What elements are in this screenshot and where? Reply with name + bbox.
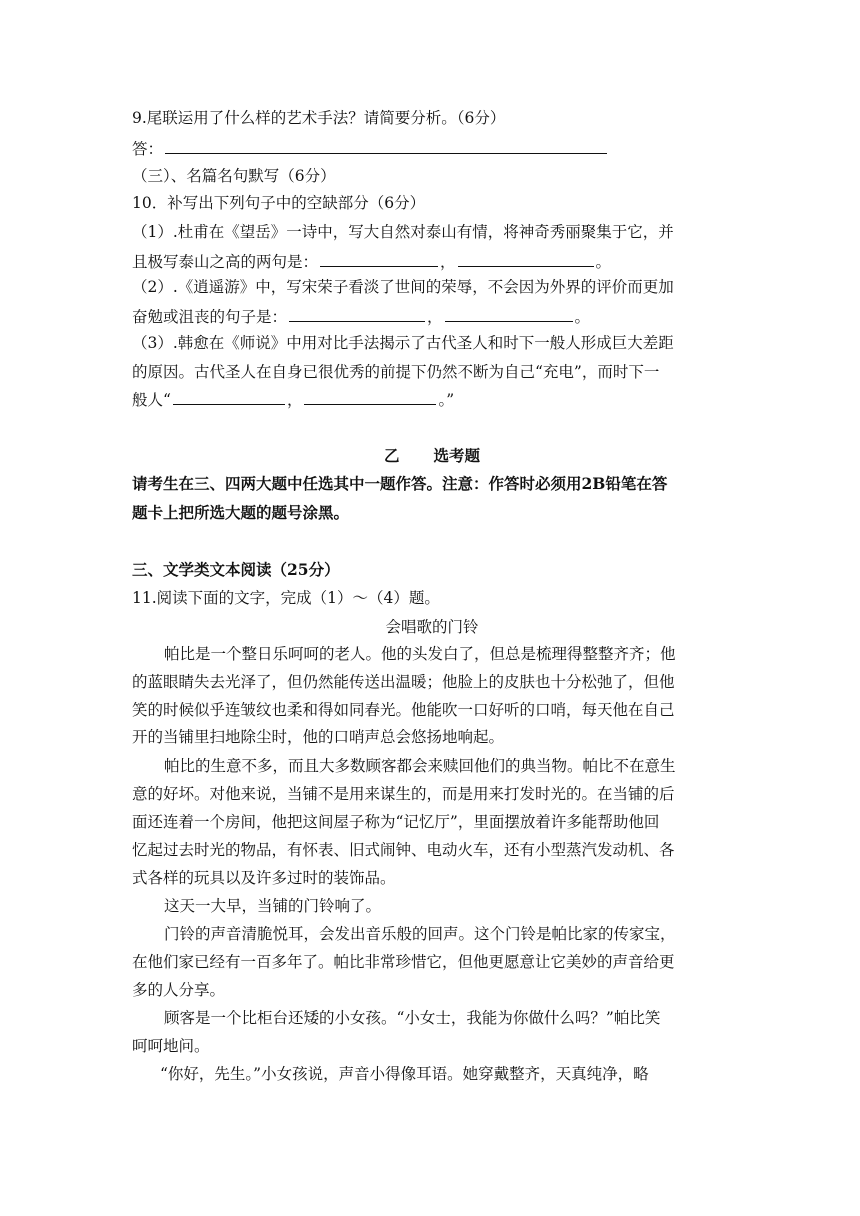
q10-item2-line2 (132, 306, 732, 326)
story-line: 顾客是一个比柜台还矮的小女孩。“小女士，我能为你做什么吗？”帕比笑 (164, 1009, 661, 1027)
optional-section-title (132, 446, 732, 466)
optional-note-line1: 请考生在三、四两大题中任选其中一题作答。注意：作答时必须用2B铅笔在答 (132, 474, 668, 493)
item3-comma: ， (286, 391, 303, 409)
story-line: 开的当铺里扫地除尘时，他的口哨声总会悠扬地响起。 (132, 728, 505, 746)
story-line: 忆起过去时光的物品，有怀表、旧式闹钟、电动火车，还有小型蒸汽发动机、各 (132, 841, 675, 859)
item1-prefix: 且极写泰山之高的两句是： (132, 253, 319, 271)
story-line: 意的好坏。对他来说，当铺不是用来谋生的，而是用来打发时光的。在当铺的后 (132, 785, 675, 803)
q10-item2-line1: （2）.《逍遥游》中，写宋荣子看淡了世间的荣辱，不会因为外界的评价而更加 (132, 278, 674, 296)
story-line: 的蓝眼睛失去光泽了，但仍然能传送出温暖；他脸上的皮肤也十分松弛了，但他 (132, 673, 675, 691)
story-line: 帕比的生意不多，而且大多数顾客都会来赎回他们的典当物。帕比不在意生 (164, 757, 676, 775)
item3-end: 。” (438, 391, 455, 409)
q10-question: 10．补写出下列句子中的空缺部分（6分） (132, 194, 426, 212)
optional-title-a: 乙 (383, 446, 400, 465)
story-line: 笑的时候似乎连皱纹也柔和得如同春光。他能吹一口好听的口哨，每天他在自己 (132, 701, 675, 719)
item2-blank-2[interactable] (445, 306, 573, 322)
story-line: 式各样的玩具以及许多过时的装饰品。 (132, 869, 396, 887)
q9-question: 9.尾联运用了什么样的艺术手法？请简要分析。（6分） (132, 109, 506, 127)
section3-heading: （三）、名篇名句默写（6分） (132, 167, 336, 185)
answer-label: 答： (132, 140, 164, 158)
q10-item1-line1: （1）.杜甫在《望岳》一诗中，写大自然对泰山有情，将神奇秀丽聚集于它，并 (132, 223, 674, 241)
story-line: 多的人分享。 (132, 981, 226, 999)
story-title: 会唱歌的门铃 (385, 618, 479, 636)
item2-prefix: 奋勉或沮丧的句子是： (132, 308, 288, 326)
item1-blank-1[interactable] (320, 251, 438, 267)
story-line: “你好，先生。”小女孩说，声音小得像耳语。她穿戴整齐，天真纯净，略 (160, 1065, 649, 1083)
item2-comma: ， (427, 308, 443, 326)
answer-blank[interactable] (165, 138, 607, 154)
item1-comma: ， (440, 253, 456, 271)
item3-prefix: 般人“ (132, 391, 171, 409)
item2-end: 。 (574, 308, 591, 326)
q9-answer-line (132, 138, 732, 158)
item3-blank-2[interactable] (304, 389, 436, 405)
story-line: 面还连着一个房间，他把这间屋子称为“记忆厅”，里面摆放着许多能帮助他回 (132, 813, 660, 831)
q10-item3-line1: （3）.韩愈在《师说》中用对比手法揭示了古代圣人和时下一般人形成巨大差距 (132, 334, 674, 352)
q10-item1-line2 (132, 251, 732, 271)
story-line: 呵呵地问。 (132, 1037, 210, 1055)
story-line: 这天一大早，当铺的门铃响了。 (164, 897, 382, 915)
q10-item3-line2: 的原因。古代圣人在自身已很优秀的前提下仍然不断为自己“充电”，而时下一 (132, 363, 660, 381)
optional-title-b: 选考题 (433, 446, 481, 465)
optional-note-line2: 题卡上把所选大题的题号涂黑。 (132, 503, 350, 522)
q11-question: 11.阅读下面的文字，完成（1）～（4）题。 (132, 589, 440, 607)
item1-blank-2[interactable] (458, 251, 594, 267)
item2-blank-1[interactable] (289, 306, 425, 322)
part3-heading: 三、文学类文本阅读（25分） (132, 560, 340, 579)
story-line: 门铃的声音清脆悦耳，会发出音乐般的回声。这个门铃是帕比家的传家宝， (164, 925, 676, 943)
story-line: 帕比是一个整日乐呵呵的老人。他的头发白了，但总是梳理得整整齐齐；他 (164, 645, 676, 663)
item3-blank-1[interactable] (173, 389, 285, 405)
q10-item3-line3 (132, 389, 732, 409)
story-line: 在他们家已经有一百多年了。帕比非常珍惜它，但他更愿意让它美妙的声音给更 (132, 953, 675, 971)
item1-end: 。 (595, 253, 612, 271)
